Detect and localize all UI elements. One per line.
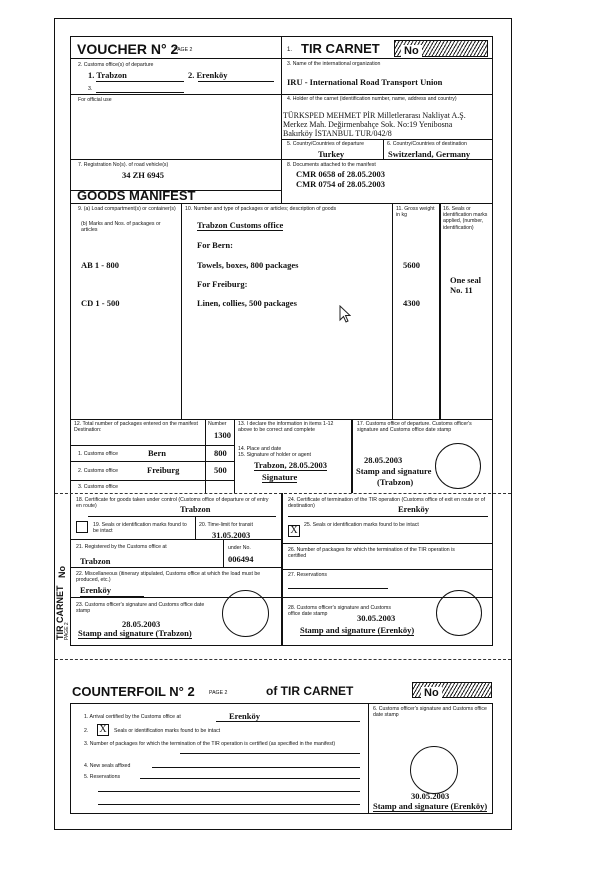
field-16-label: 16. Seals or identification marks applied, (number, identification) [443, 206, 488, 231]
field-18-value: Trabzon [180, 504, 211, 514]
field-5-label: 5. Country/Countries of departure [287, 141, 364, 147]
field-13-label: 13. I declare the information in items 1-12 above to be correct and complete [238, 421, 334, 434]
field-2-office-3: 3. [88, 86, 93, 92]
field-12-row-3-label: 3. Customs office [78, 484, 118, 490]
field-12-row-2-label: 2. Customs office [78, 468, 118, 474]
official-use-label: For official use [78, 97, 112, 103]
field-12-total: 1300 [214, 430, 231, 440]
counterfoil-field-1-value: Erenköy [229, 711, 261, 721]
field-15-label: 15. Signature of holder or agent [238, 452, 311, 458]
weight-2: 4300 [403, 298, 420, 308]
field-14-label: 14. Place and date [238, 446, 282, 452]
voucher-page: PAGE 2 [174, 47, 193, 53]
goods-linen: Linen, collies, 500 packages [197, 298, 297, 308]
goods-for-bern: For Bern: [197, 240, 233, 250]
field-21-label: 21. Registered by the Customs office at [76, 544, 167, 550]
field-12-row-1-count: 800 [214, 448, 227, 458]
field-23-stamp: Stamp and signature (Trabzon) [78, 628, 192, 638]
field-19-label: 19. Seals or identification marks found to be intact [93, 522, 187, 535]
field-25-checkbox[interactable]: X [288, 525, 300, 537]
field-16-value: One seal No. 11 [450, 275, 481, 295]
counterfoil-field-6-label: 6. Customs officer's signature and Customs office date stamp [373, 706, 487, 719]
counterfoil-number-box [412, 682, 492, 698]
field-8-label: 8. Documents attached to the manifest [287, 162, 376, 168]
field-28-date: 30.05.2003 [357, 613, 396, 623]
field-17-date: 28.05.2003 [364, 455, 403, 465]
marks-cd: CD 1 - 500 [81, 298, 120, 308]
field-12-row-2-value: Freiburg [147, 465, 180, 475]
stamp-circle [436, 590, 482, 636]
field-20-value: 31.05.2003 [212, 530, 251, 540]
field-4-line-3: Bakırköy İSTANBUL TUR/042/8 [283, 129, 392, 138]
counterfoil-field-6-stamp: Stamp and signature (Erenköy) [373, 801, 488, 811]
field-18-label: 18. Certificate for goods taken under control (Customs office of departure or of entry en route) [76, 497, 269, 510]
field-23-date: 28.05.2003 [122, 619, 161, 629]
field-14-value: Trabzon, 28.05.2003 [254, 460, 328, 470]
counterfoil-field-5-label: 5. Reservations [84, 774, 121, 780]
field-25-label: 25. Seals or identification marks found to be intact [304, 522, 419, 528]
counterfoil-field-2-number: 2. [84, 728, 89, 734]
field-21-under-label: under No. [228, 545, 251, 551]
carnet-number-box [394, 40, 488, 57]
goods-customs-office: Trabzon Customs office [197, 220, 284, 230]
field-9b-label: (b) Marks and Nos. of packages or articles [81, 221, 161, 234]
field-28-label: 28. Customs officer's signature and Customs office date stamp [288, 605, 391, 618]
field-2-office-2: 2. Erenköy [188, 70, 228, 80]
counterfoil-page: PAGE 2 [209, 690, 228, 696]
side-no-label: No [57, 566, 67, 578]
counterfoil-field-4-label: 4. New seals affixed [84, 763, 131, 769]
goods-for-freiburg: For Freiburg: [197, 279, 248, 289]
field-23-label: 23. Customs officer's signature and Customs office date stamp [76, 602, 205, 615]
voucher-title: VOUCHER N° 2 [77, 41, 179, 57]
stamp-circle [410, 746, 458, 794]
divider [281, 36, 282, 204]
divider [70, 58, 493, 59]
counterfoil-field-2-checkbox[interactable]: X [97, 724, 109, 736]
field-8-line-2: CMR 0754 of 28.05.2003 [296, 179, 386, 189]
field-3-label: 3. Name of the international organization [287, 61, 381, 67]
stamp-circle [222, 590, 269, 637]
field-7-label: 7. Registration No(s). of road vehicle(s) [78, 162, 169, 168]
field-3-value: IRU - International Road Transport Union [287, 77, 443, 87]
tir-field-number: 1. [287, 47, 293, 53]
counterfoil-of-tir: of TIR CARNET [266, 684, 354, 698]
weight-1: 5600 [403, 260, 420, 270]
field-17-office: (Trabzon) [377, 477, 414, 487]
field-19-checkbox[interactable] [76, 521, 88, 533]
field-6-value: Switzerland, Germany [388, 149, 471, 159]
counterfoil-field-2-label: Seals or identification marks found to be intact [114, 728, 221, 734]
field-17-label: 17. Customs office of departure. Customs officer's signature and Customs office date stamp [357, 421, 472, 434]
field-4-label: 4. Holder of the carnet (identification number, name, address and country) [287, 96, 457, 102]
counterfoil-field-6-date: 30.05.2003 [411, 791, 450, 801]
field-5-value: Turkey [318, 149, 345, 159]
field-21-value: Trabzon [80, 556, 111, 566]
field-22-label: 22. Miscellaneous (itinerary stipulated, Customs office at which the load must be produced, etc.) [76, 571, 261, 584]
field-22-value: Erenköy [80, 585, 112, 595]
field-8-line-1: CMR 0658 of 28.05.2003 [296, 169, 386, 179]
field-24-value: Erenköy [398, 504, 430, 514]
field-11-label: 11. Gross weight in kg [396, 206, 435, 219]
field-24-label: 24. Certificate of termination of the TIR operation (Customs office of exit en route or of destination) [288, 497, 486, 510]
field-9a-label: 9. (a) Load compartment(s) or container(s) [78, 206, 176, 212]
field-20-label: 20. Time-limit for transit [199, 522, 253, 528]
field-6-label: 6. Country/Countries of destination [387, 141, 467, 147]
field-12-row-1-label: 1. Customs office [78, 451, 118, 457]
field-4-line-1: TÜRKSPED MEHMET PİR Milletlerarası Nakliyat A.Ş. [283, 111, 466, 120]
field-26-label: 26. Number of packages for which the termination of the TIR operation is certified [288, 547, 455, 560]
field-28-stamp: Stamp and signature (Erenköy) [300, 625, 415, 635]
field-15-value: Signature [262, 472, 298, 482]
field-17-stamp: Stamp and signature [356, 466, 432, 476]
field-12-row-1-value: Bern [148, 448, 166, 458]
mouse-cursor-icon [339, 305, 351, 323]
counterfoil-field-1-label: 1. Arrival certified by the Customs office at [84, 714, 181, 720]
side-tir-carnet-text: TIR CARNET [55, 585, 65, 640]
goods-manifest-title: GOODS MANIFEST [77, 188, 196, 203]
field-7-value: 34 ZH 6945 [122, 170, 165, 180]
field-27-label: 27. Reservations [288, 572, 327, 578]
field-12-label: 12. Total number of packages entered on the manifest Destination: [74, 421, 198, 434]
counterfoil-field-3-label: 3. Number of packages for which the termination of the TIR operation is certified (as specified in the manifest) [84, 741, 336, 747]
field-2-office-1: 1. Trabzon [88, 70, 127, 80]
side-page-text: PAGE 2 [64, 622, 70, 640]
tir-carnet-title: TIR CARNET [301, 41, 380, 56]
goods-towels: Towels, boxes, 800 packages [197, 260, 299, 270]
counterfoil-title: COUNTERFOIL N° 2 [72, 684, 195, 699]
field-21-number: 006494 [228, 554, 254, 564]
field-4-line-2: Merkez Mah. Değirmenbahçe Sok. No:19 Yenibosna [283, 120, 453, 129]
no-label: No [401, 45, 422, 57]
field-10-label: 10. Number and type of packages or articles; description of goods [185, 206, 337, 212]
field-12-row-2-count: 500 [214, 465, 227, 475]
marks-ab: AB 1 - 800 [81, 260, 120, 270]
counterfoil-no-label: No [421, 687, 442, 699]
stamp-circle [435, 443, 481, 489]
field-12-number-label: Number [208, 421, 227, 427]
field-2-label: 2. Customs office(s) of departure [78, 62, 154, 68]
